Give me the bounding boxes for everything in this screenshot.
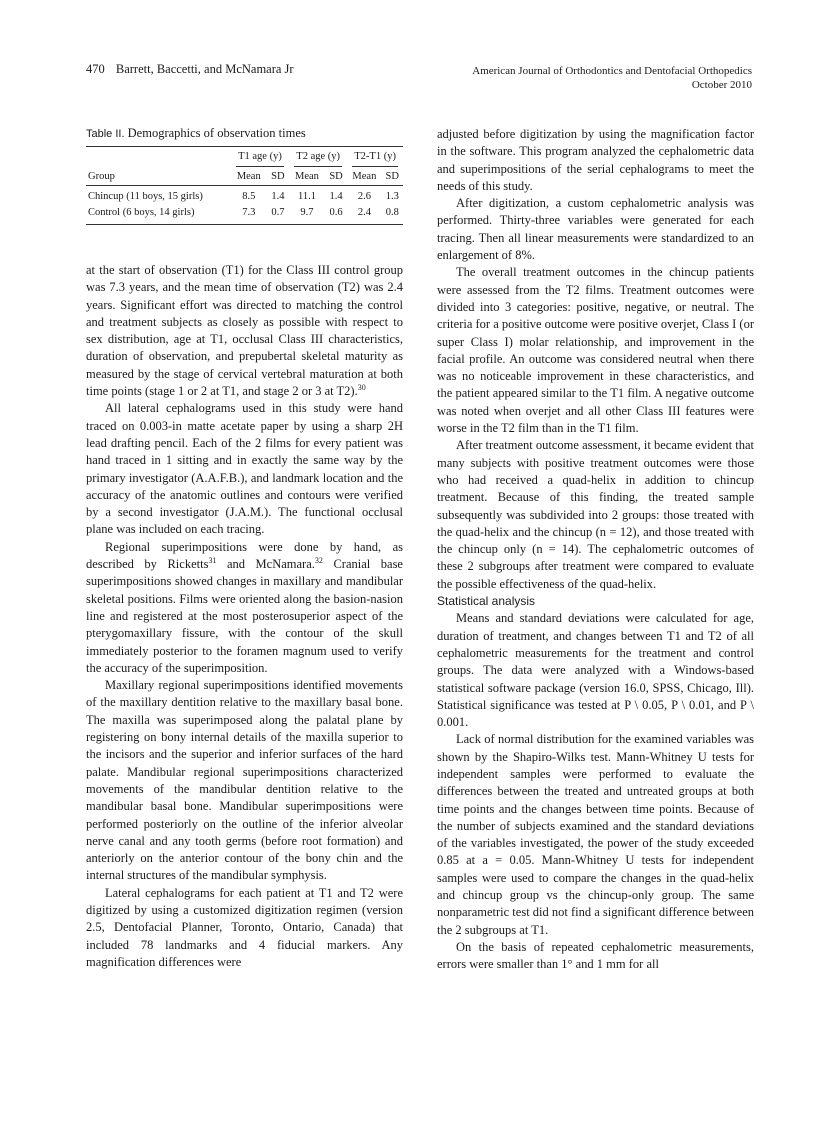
table-subheader: SD xyxy=(329,171,343,182)
table-cell: 1.4 xyxy=(329,191,343,202)
table-header-group: Group xyxy=(88,171,115,182)
table-subheader: Mean xyxy=(295,171,319,182)
table-cell: 0.6 xyxy=(329,207,343,218)
demographics-table-block xyxy=(86,126,403,225)
table-cell: 7.3 xyxy=(242,207,256,218)
table-label: Table II. xyxy=(86,128,125,140)
table-cell: 2.4 xyxy=(357,207,371,218)
body-paragraph: All lateral cephalograms used in this study were hand traced on 0.003-in matte acetate paper by using a sharp 2H lead drafting pencil. Each of the 2 films for every patient was hand traced in 1 sitting and in exactly the same way by the primary investigator (A.A.F.B.), and landmark location and the accuracy of the anatomic outlines and contours were verified by a second investigator (J.A.M.). The functional occlusal plane was included on each tracing. xyxy=(86,401,403,537)
table-cell: 0.8 xyxy=(385,207,399,218)
table-caption xyxy=(86,126,403,141)
body-paragraph: Maxillary regional superimpositions identified movements of the maxillary dentition relative to the maxillary basal bone. The maxilla was superimposed along the palatal plane by registering on bony internal details of the maxilla superior to the incisors and the superior and inferior surfaces of the hard palate. Mandibular regional superimpositions characterized movements of the mandibular dentition relative to the mandibular basal bone. Mandibular superimpositions were performed posteriorly on the outline of the inferior alveolar nerve canal and any tooth germs (before root formation) and anteriorly on the anterior contour of the bony chin and the internal structures of the mandibular symphysis. xyxy=(86,678,403,883)
body-paragraph: The overall treatment outcomes in the chincup patients were assessed from the T2 films. Treatment outcomes were divided into 3 categories: positive, negative, or neutral. The criteria for a positive outcome were positive overjet, Class I (or super Class I) molar relationship, and improvement in the facial profile. An outcome was considered neutral when there was no noticeable improvement in these characteristics, and the patient appeared similar to the T1 film. A negative outcome was noted when overjet and all other Class III features were worse in the T2 film than in the T1 film. xyxy=(437,265,754,436)
running-header-right xyxy=(472,64,752,92)
demographics-table xyxy=(86,146,403,225)
table-cell: 9.7 xyxy=(300,207,314,218)
running-authors: Barrett, Baccetti, and McNamara Jr xyxy=(115,62,294,76)
right-column xyxy=(437,126,754,974)
body-paragraph: Lack of normal distribution for the examined variables was shown by the Shapiro-Wilks test. Mann-Whitney U tests for independent samples were performed to evaluate the differences between the treated and untreated groups at both time points and the changes between time points. Because of the number of subjects examined and the standard deviations of the variables investigated, the power of the study exceeded 0.85 at a = 0.05. Mann-Whitney U tests for independent samples were used to compare the changes in the quad-helix and chincup group vs the chincup-only group. The same nonparametric test did not find a significant difference between the 2 subgroups at T1. xyxy=(437,732,755,937)
table-subheader: Mean xyxy=(352,171,377,182)
citation-ref: 32 xyxy=(314,555,323,565)
table-header-t2-age: T2 age (y) xyxy=(289,147,347,170)
body-paragraph: Regional superimpositions were done by hand, as described by Ricketts$^{31}$ and McNamara.$^{32}$ Cranial base superimpositions showed changes in maxillary and mandibular skeletal positions. Films were oriented along the basion-nasion line and registered at the most posterosuperior aspect of the pterygomaxillary fissure, with the contour of the skull immediately posterior to the foramen magnum used to verify the accuracy of the superimposition. xyxy=(86,539,403,675)
journal-issue: October 2010 xyxy=(691,79,752,91)
table-subheader: SD xyxy=(385,171,399,182)
page-number: 470 xyxy=(86,62,105,76)
body-paragraph: Means and standard deviations were calculated for age, duration of treatment, and changes between T1 and T2 of all cephalometric measurements for the treatment and control groups. The data were analyzed with a Windows-based statistical software package (version 16.0, SPSS, Chicago, Ill). Statistical significance was tested at P \ 0.05, P \ 0.01, and P \ 0.001. xyxy=(437,611,754,730)
journal-name: American Journal of Orthodontics and Dentofacial Orthopedics xyxy=(472,65,752,77)
body-paragraph: On the basis of repeated cephalometric measurements, errors were smaller than 1° and 1 mm for all xyxy=(437,939,754,972)
body-paragraph: After digitization, a custom cephalometric analysis was performed. Thirty-three variables were generated for each tracing. Then all linear measurements were standardized to an enlargement of 8%. xyxy=(437,196,754,263)
citation-ref: 30 xyxy=(357,382,366,392)
table-subheader: SD xyxy=(271,171,285,182)
table-header-t2-t1: T2-T1 (y) xyxy=(347,147,403,170)
table-cell: 1.3 xyxy=(385,191,399,202)
running-header-left xyxy=(86,62,294,77)
body-paragraph: After treatment outcome assessment, it became evident that many subjects with positive treatment outcomes were those who had received a quad-helix in addition to chincup treatment. Because of this finding, the treated sample subsequently was subdivided into 2 groups: those treated with the quad-helix and the chincup (n = 12), and those treated with the chincup only (n = 14). The cephalometric outcomes of these 2 subgroups after treatment were compared to evaluate the possible effectiveness of the quad-helix. xyxy=(437,438,754,591)
table-cell-group: Chincup (11 boys, 15 girls) xyxy=(88,191,203,202)
table-cell-group: Control (6 boys, 14 girls) xyxy=(88,207,195,218)
table-cell: 11.1 xyxy=(297,191,316,202)
citation-ref: 31 xyxy=(208,555,217,565)
table-header-empty xyxy=(86,147,231,170)
section-heading: Statistical analysis xyxy=(437,594,536,609)
table-title: Demographics of observation times xyxy=(127,126,306,140)
body-paragraph: Lateral cephalograms for each patient at T1 and T2 were digitized by using a customized digitization regimen (version 2.5, Dentofacial Planner, Toronto, Ontario, Canada) that included 78 landmarks and 4 fiducial markers. Any magnification differences were xyxy=(86,885,403,969)
table-subheader: Mean xyxy=(236,171,261,182)
table-row xyxy=(86,186,403,206)
table-cell: 2.6 xyxy=(357,191,371,202)
table-header-t1-age: T1 age (y) xyxy=(231,147,289,170)
left-column xyxy=(86,262,403,971)
table-cell: 8.5 xyxy=(242,191,256,202)
table-cell: 1.4 xyxy=(271,191,285,202)
body-paragraph: adjusted before digitization by using the magnification factor in the software. This program analyzed the cephalometric data and superimpositions of the serial cephalograms to meet the needs of this study. xyxy=(437,127,754,193)
table-cell: 0.7 xyxy=(271,207,285,218)
table-row xyxy=(86,205,403,225)
body-paragraph: at the start of observation (T1) for the Class III control group was 7.3 years, and the mean time of observation (T2) was 2.4 years. Significant effort was directed to matching the control and treatment subjects as closely as possible with respect to sex distribution, age at T1, occlusal Class III characteristics, duration of observation, and prepubertal skeletal maturity as measured by the stage of cervical vertebral maturation at both time points (stage 1 or 2 at T1, and stage 2 or 3 at T2).$^{30}$ xyxy=(86,263,403,399)
